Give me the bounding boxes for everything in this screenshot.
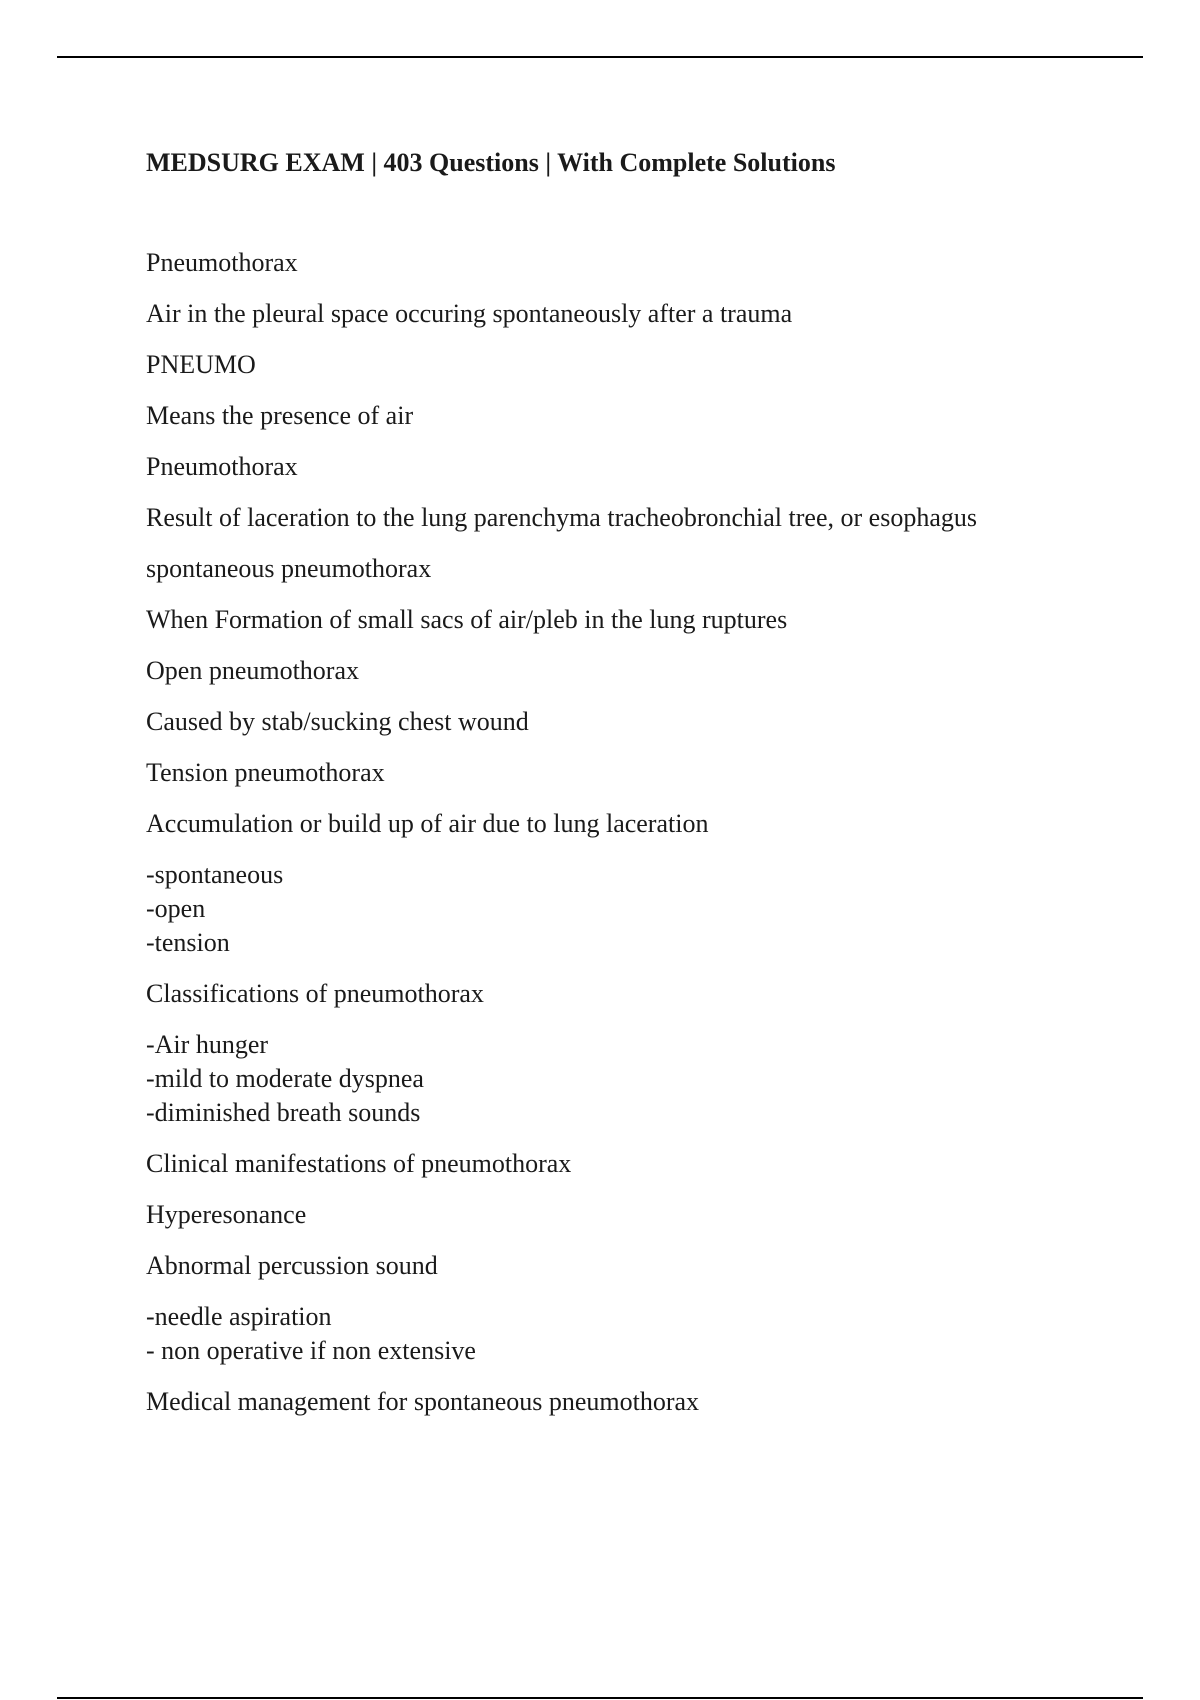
- list-item: -needle aspiration: [146, 1302, 332, 1331]
- flashcard-term-list: [146, 1028, 1106, 1130]
- flashcard-term: Tension pneumothorax: [146, 758, 385, 787]
- flashcard-definition: Classifications of pneumothorax: [146, 979, 484, 1008]
- top-rule: [57, 56, 1143, 58]
- bottom-rule: [57, 1697, 1143, 1699]
- list-item: -mild to moderate dyspnea: [146, 1064, 424, 1093]
- flashcard-term: spontaneous pneumothorax: [146, 554, 432, 583]
- flashcard-definition: Accumulation or build up of air due to lung laceration: [146, 809, 709, 838]
- document-title: MEDSURG EXAM | 403 Questions | With Complete Solutions: [146, 148, 836, 177]
- flashcard-definition: Clinical manifestations of pneumothorax: [146, 1149, 572, 1178]
- list-item: -tension: [146, 928, 230, 957]
- list-item: -diminished breath sounds: [146, 1098, 421, 1127]
- list-item: - non operative if non extensive: [146, 1336, 476, 1365]
- flashcard-term: Hyperesonance: [146, 1200, 307, 1229]
- flashcard-list: [146, 246, 1106, 1436]
- flashcard-term: PNEUMO: [146, 350, 256, 379]
- flashcard-term: Pneumothorax: [146, 452, 298, 481]
- flashcard-definition: Means the presence of air: [146, 401, 414, 430]
- list-item: -spontaneous: [146, 860, 284, 889]
- flashcard-definition: Result of laceration to the lung parenchyma tracheobronchial tree, or esophagus: [146, 503, 977, 532]
- flashcard-definition: Air in the pleural space occuring spontaneously after a trauma: [146, 299, 793, 328]
- flashcard-term: Open pneumothorax: [146, 656, 360, 685]
- flashcard-definition: Caused by stab/sucking chest wound: [146, 707, 529, 736]
- flashcard-definition: When Formation of small sacs of air/pleb in the lung ruptures: [146, 605, 788, 634]
- flashcard-term-list: [146, 858, 1106, 960]
- flashcard-definition: Medical management for spontaneous pneumothorax: [146, 1387, 700, 1416]
- flashcard-definition: Abnormal percussion sound: [146, 1251, 438, 1280]
- flashcard-term: Pneumothorax: [146, 248, 298, 277]
- flashcard-term-list: [146, 1300, 1106, 1368]
- list-item: -open: [146, 894, 206, 923]
- list-item: -Air hunger: [146, 1030, 269, 1059]
